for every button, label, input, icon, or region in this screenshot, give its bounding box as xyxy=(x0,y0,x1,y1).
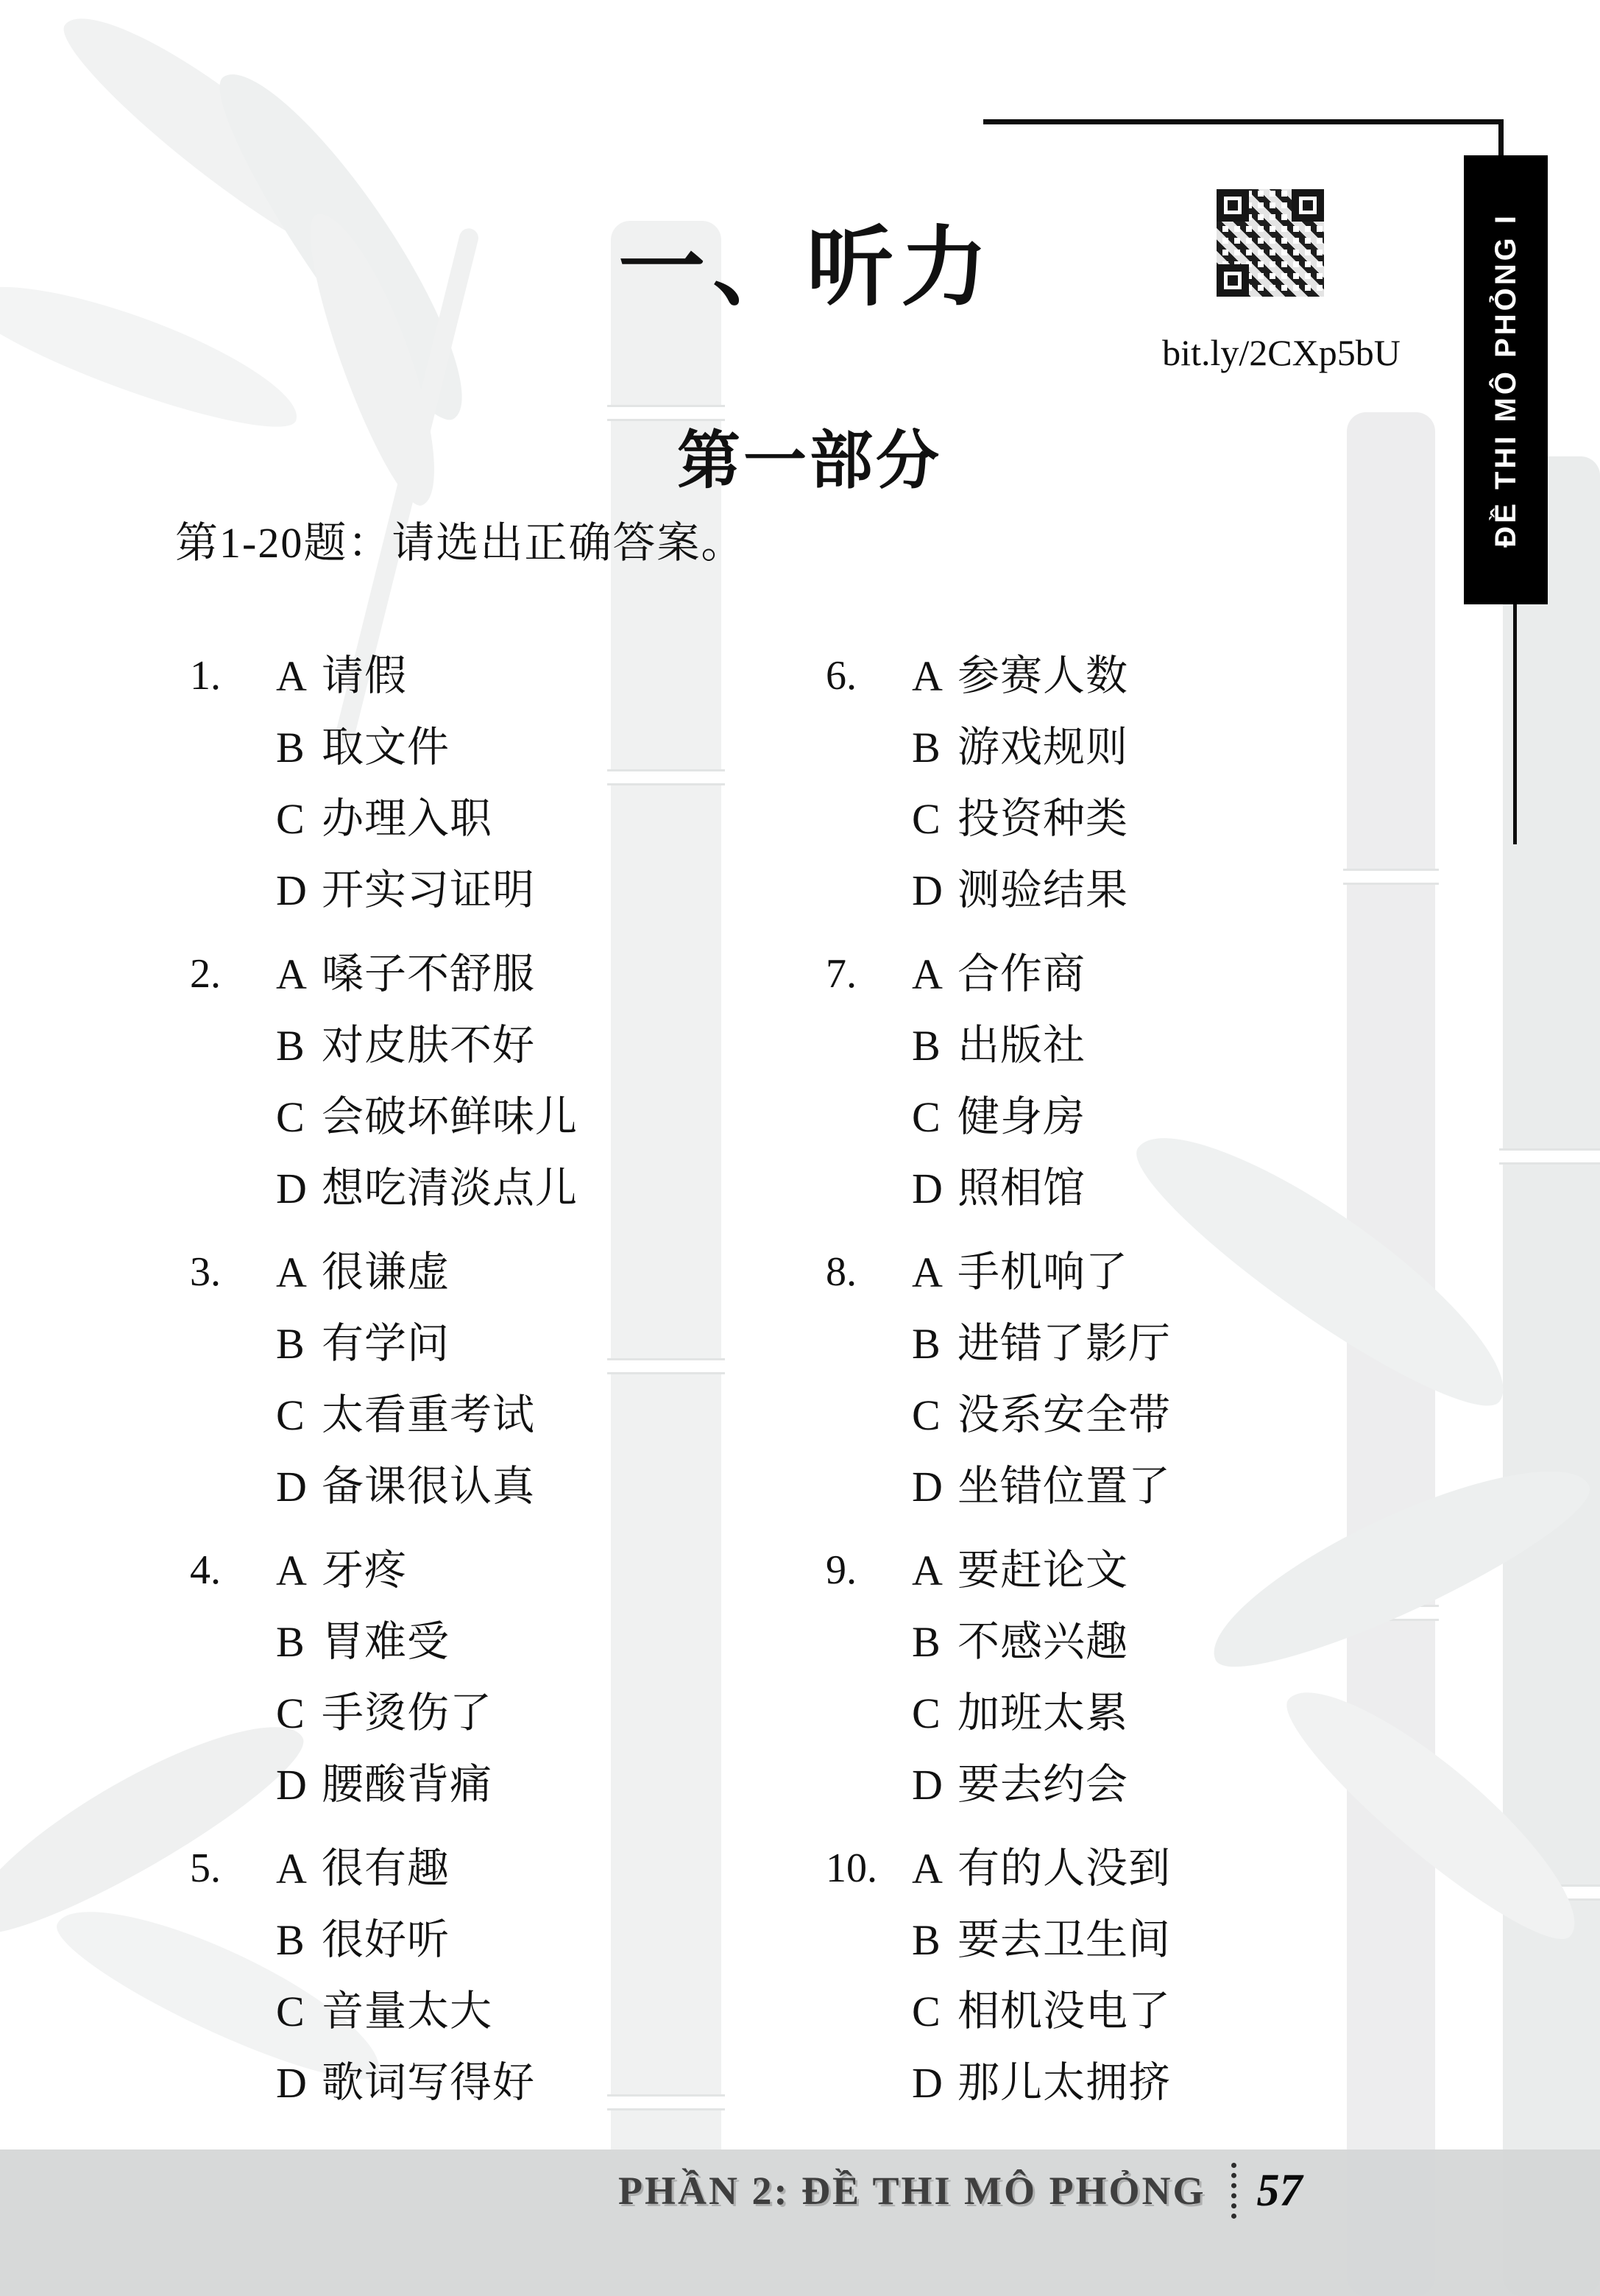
option-letter: B xyxy=(276,1320,305,1368)
option-letter: B xyxy=(276,1916,305,1964)
question-block-9 xyxy=(826,1535,1128,1820)
option-letter: A xyxy=(912,1248,943,1296)
option-letter: D xyxy=(276,866,307,914)
option-text: 测验结果 xyxy=(957,867,1128,914)
option-row xyxy=(912,1606,1128,1678)
qr-code-box xyxy=(1203,177,1337,309)
option-text: 对皮肤不好 xyxy=(322,1022,535,1069)
header-rule-connector xyxy=(1498,119,1504,158)
option-row xyxy=(912,1153,1086,1224)
header-rule-horizontal xyxy=(983,119,1503,124)
option-row xyxy=(912,1237,1171,1308)
option-text: 照相馆 xyxy=(957,1165,1086,1212)
option-text: 腰酸背痛 xyxy=(322,1762,492,1808)
option-text: 参赛人数 xyxy=(957,653,1128,699)
option-letter: A xyxy=(912,1845,943,1893)
question-number: 7. xyxy=(826,951,857,997)
option-row xyxy=(276,855,535,926)
option-text: 投资种类 xyxy=(957,796,1128,842)
question-block-8 xyxy=(826,1237,1171,1522)
question-number: 4. xyxy=(190,1547,221,1593)
option-text: 没系安全带 xyxy=(957,1392,1171,1438)
option-letter: A xyxy=(276,1248,307,1296)
option-letter: B xyxy=(912,1320,941,1368)
option-letter: B xyxy=(912,724,941,771)
option-letter: B xyxy=(912,1022,941,1070)
option-text: 手机响了 xyxy=(957,1249,1128,1296)
question-block-6 xyxy=(826,640,1128,926)
option-text: 出版社 xyxy=(957,1022,1086,1069)
option-text: 很好听 xyxy=(322,1917,450,1963)
question-number: 10. xyxy=(826,1845,877,1891)
question-number: 9. xyxy=(826,1547,857,1593)
option-row xyxy=(912,783,1128,855)
qr-code-icon xyxy=(1217,189,1324,297)
option-row xyxy=(276,1535,492,1606)
option-row xyxy=(912,1833,1171,1904)
chapter-side-tab-label: ĐỀ THI MÔ PHỎNG I xyxy=(1489,212,1522,548)
option-text: 要赶论文 xyxy=(957,1547,1128,1594)
question-block-3 xyxy=(190,1237,535,1522)
option-letter: D xyxy=(912,1165,943,1212)
option-letter: D xyxy=(276,1165,307,1212)
option-text: 歌词写得好 xyxy=(322,2060,535,2106)
option-row xyxy=(912,1380,1171,1451)
option-text: 有学问 xyxy=(322,1321,450,1367)
option-letter: C xyxy=(912,1988,941,2035)
option-row xyxy=(276,1678,492,1749)
option-letter: D xyxy=(912,1761,943,1809)
option-letter: C xyxy=(912,1093,941,1141)
option-row xyxy=(276,1833,535,1904)
option-text: 备课很认真 xyxy=(322,1463,535,1510)
option-letter: C xyxy=(912,1689,941,1737)
option-letter: C xyxy=(276,795,305,843)
question-number: 3. xyxy=(190,1249,221,1295)
option-row xyxy=(276,1606,492,1678)
page-number: 57 xyxy=(1256,2165,1303,2216)
option-row xyxy=(276,783,535,855)
option-text: 想吃清淡点儿 xyxy=(322,1165,578,1212)
chapter-side-tab xyxy=(1464,155,1548,604)
option-text: 要去卫生间 xyxy=(957,1917,1171,1963)
option-letter: A xyxy=(276,950,307,998)
option-letter: D xyxy=(276,1761,307,1809)
option-text: 手烫伤了 xyxy=(322,1690,492,1737)
option-letter: A xyxy=(276,1547,307,1594)
instruction-text: 第1-20题：请选出正确答案。 xyxy=(175,519,746,567)
option-letter: C xyxy=(276,1689,305,1737)
question-number: 8. xyxy=(826,1249,857,1295)
option-letter: A xyxy=(276,1845,307,1893)
option-letter: C xyxy=(276,1988,305,2035)
option-row xyxy=(912,640,1128,712)
option-letter: B xyxy=(276,1022,305,1070)
option-text: 要去约会 xyxy=(957,1762,1128,1808)
option-text: 那儿太拥挤 xyxy=(957,2060,1171,2106)
option-text: 相机没电了 xyxy=(957,1988,1171,2035)
qr-finder-icon xyxy=(1217,189,1249,222)
option-text: 游戏规则 xyxy=(957,724,1128,771)
option-text: 太看重考试 xyxy=(322,1392,535,1438)
option-letter: C xyxy=(276,1093,305,1141)
option-letter: B xyxy=(912,1618,941,1666)
question-number: 1. xyxy=(190,653,221,699)
question-block-7 xyxy=(826,939,1086,1224)
option-text: 不感兴趣 xyxy=(957,1619,1128,1665)
option-letter: D xyxy=(276,2059,307,2107)
option-letter: C xyxy=(912,795,941,843)
option-row xyxy=(912,1535,1128,1606)
question-number: 5. xyxy=(190,1845,221,1891)
option-text: 很谦虚 xyxy=(322,1249,450,1296)
option-text: 办理入职 xyxy=(322,796,492,842)
side-tab-tail-rule xyxy=(1513,604,1517,844)
option-row xyxy=(912,939,1086,1010)
option-row xyxy=(276,1010,578,1081)
option-row xyxy=(912,1976,1171,2047)
bamboo-leaf xyxy=(1114,1098,1535,1435)
option-text: 加班太累 xyxy=(957,1690,1128,1737)
option-row xyxy=(912,1749,1128,1820)
option-text: 坐错位置了 xyxy=(957,1463,1171,1510)
option-text: 会破坏鲜味儿 xyxy=(322,1094,578,1140)
option-row xyxy=(276,939,578,1010)
option-text: 健身房 xyxy=(957,1094,1086,1140)
option-row xyxy=(912,712,1128,783)
option-letter: A xyxy=(912,950,943,998)
question-block-1 xyxy=(190,640,535,926)
option-text: 合作商 xyxy=(957,951,1086,997)
option-letter: A xyxy=(276,652,307,700)
option-text: 进错了影厅 xyxy=(957,1321,1171,1367)
option-row xyxy=(276,2047,535,2119)
option-text: 请假 xyxy=(322,653,407,699)
option-letter: C xyxy=(912,1391,941,1439)
option-row xyxy=(276,1904,535,1976)
question-number: 2. xyxy=(190,951,221,997)
option-letter: C xyxy=(276,1391,305,1439)
option-row xyxy=(912,1678,1128,1749)
question-block-4 xyxy=(190,1535,492,1820)
qr-finder-icon xyxy=(1217,264,1249,297)
option-row xyxy=(276,1308,535,1380)
option-letter: D xyxy=(912,866,943,914)
question-block-10 xyxy=(826,1833,1171,2119)
option-text: 胃难受 xyxy=(322,1619,450,1665)
option-row xyxy=(276,712,535,783)
option-text: 很有趣 xyxy=(322,1845,450,1892)
question-number: 6. xyxy=(826,653,857,699)
option-row xyxy=(912,1081,1086,1153)
option-row xyxy=(276,1153,578,1224)
bamboo-stalk xyxy=(1503,456,1600,2296)
option-letter: A xyxy=(912,652,943,700)
question-block-2 xyxy=(190,939,578,1224)
option-row xyxy=(912,1010,1086,1081)
option-row xyxy=(276,1976,535,2047)
option-row xyxy=(276,1237,535,1308)
footer xyxy=(618,2163,1303,2219)
option-row xyxy=(276,1451,535,1522)
option-text: 音量太大 xyxy=(322,1988,492,2035)
option-row xyxy=(276,1081,578,1153)
option-text: 有的人没到 xyxy=(957,1845,1171,1892)
option-row xyxy=(912,855,1128,926)
option-text: 开实习证明 xyxy=(322,867,535,914)
option-row xyxy=(912,1308,1171,1380)
option-letter: B xyxy=(276,1618,305,1666)
option-text: 牙疼 xyxy=(322,1547,407,1594)
option-letter: A xyxy=(912,1547,943,1594)
option-text: 取文件 xyxy=(322,724,450,771)
option-row xyxy=(276,1380,535,1451)
footer-section-label: PHẦN 2: ĐỀ THI MÔ PHỎNG xyxy=(618,2169,1206,2213)
part-title: 第一部分 xyxy=(677,425,942,496)
qr-caption-link[interactable]: bit.ly/2CXp5bU xyxy=(1162,332,1401,373)
option-letter: B xyxy=(276,724,305,771)
option-text: 嗓子不舒服 xyxy=(322,951,535,997)
option-row xyxy=(912,1451,1171,1522)
question-block-5 xyxy=(190,1833,535,2119)
option-letter: D xyxy=(276,1463,307,1511)
option-letter: B xyxy=(912,1916,941,1964)
section-title: 一、听力 xyxy=(617,220,995,317)
option-row xyxy=(912,2047,1171,2119)
qr-finder-icon xyxy=(1292,189,1324,222)
bamboo-leaf xyxy=(0,258,311,448)
footer-divider xyxy=(1231,2163,1236,2219)
option-row xyxy=(276,640,535,712)
option-row xyxy=(912,1904,1171,1976)
option-letter: D xyxy=(912,2059,943,2107)
option-row xyxy=(276,1749,492,1820)
option-letter: D xyxy=(912,1463,943,1511)
